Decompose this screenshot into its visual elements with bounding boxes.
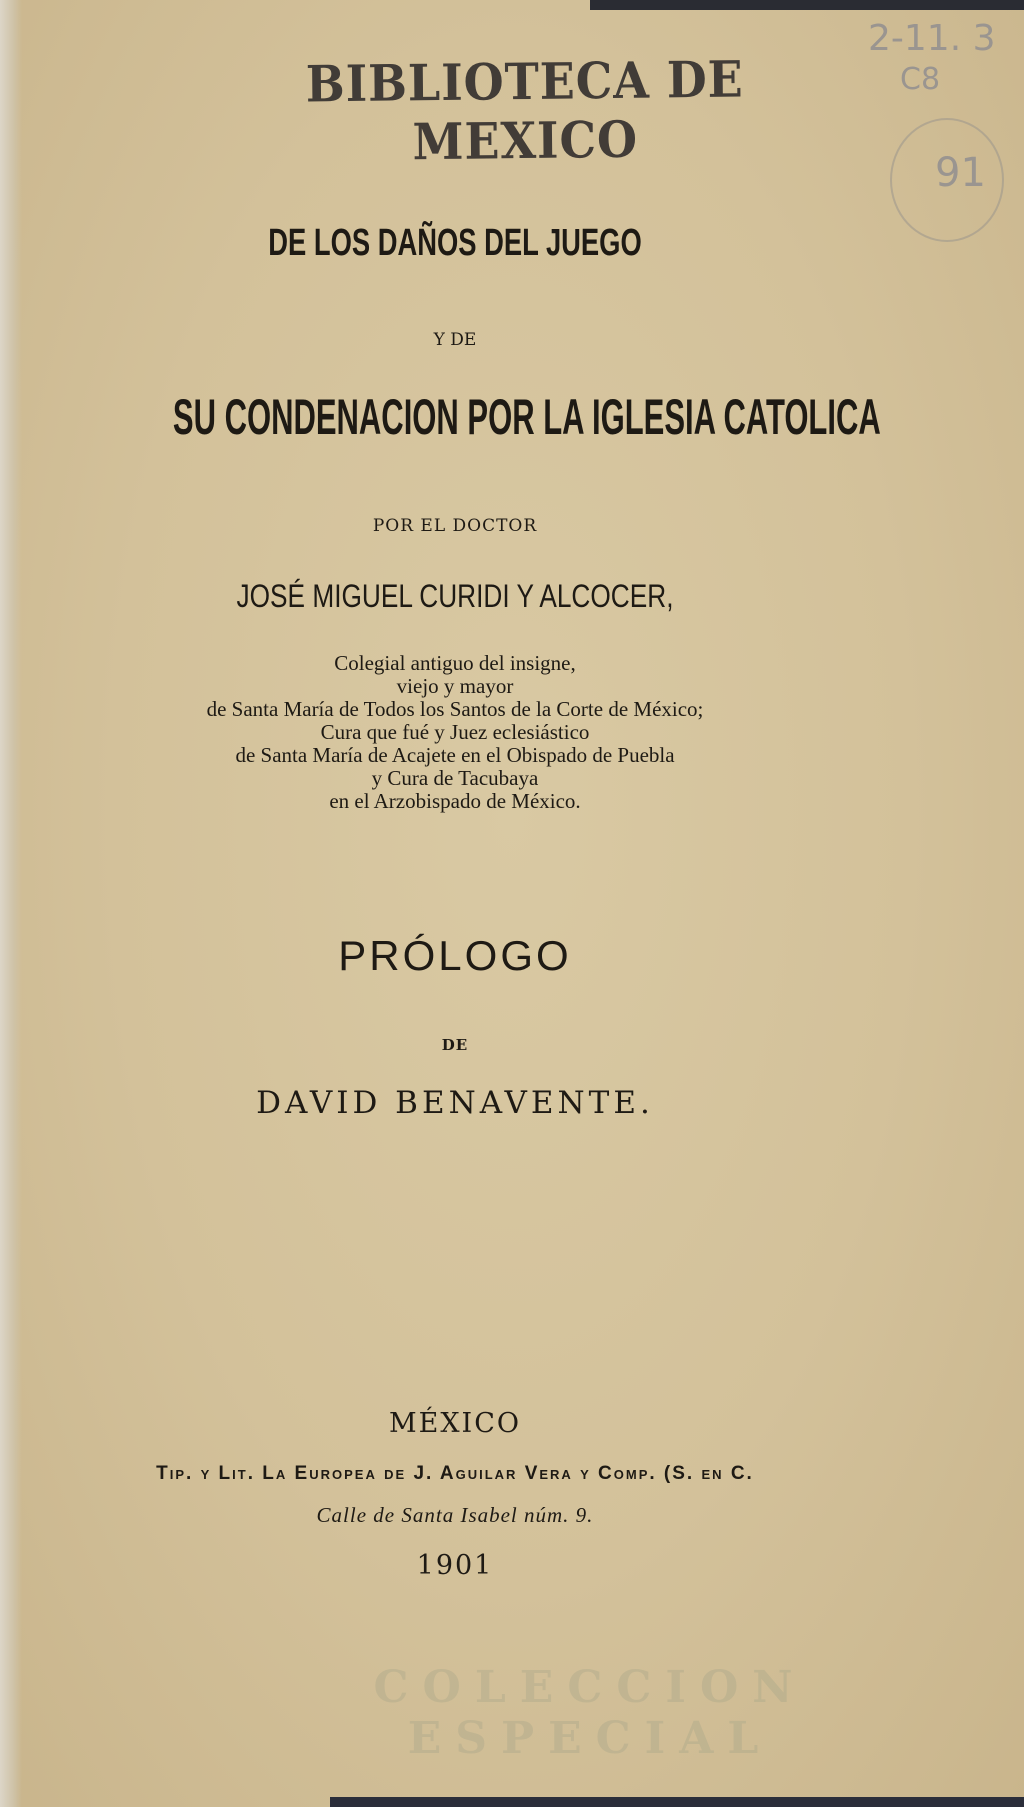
author-name: JOSÉ MIGUEL CURIDI Y ALCOCER, — [236, 578, 674, 614]
page-edge-left — [0, 0, 22, 1807]
background-strip-top — [590, 0, 1024, 10]
author-description-line: Cura que fué y Juez eclesiástico — [320, 720, 590, 744]
imprint-year: 1901 — [416, 1550, 494, 1581]
title-line-2: SU CONDENACION POR LA IGLESIA CATOLICA — [172, 389, 881, 445]
pencil-circled-number: 91 — [935, 150, 986, 196]
imprint-printer: Tip. y Lit. La Europea de J. Aguilar Vera y Comp. (S. en C. — [156, 1463, 754, 1484]
title-line-1: DE LOS DAÑOS DEL JUEGO — [268, 222, 642, 264]
library-stamp: BIBLIOTECA DE MEXICO — [305, 49, 744, 172]
author-description-line: Colegial antiguo del insigne, — [334, 651, 576, 675]
imprint-address: Calle de Santa Isabel núm. 9. — [316, 1503, 594, 1527]
author-intro: POR EL DOCTOR — [372, 516, 538, 536]
prologue-heading: PRÓLOGO — [338, 932, 572, 979]
author-description-line: de Santa María de Todos los Santos de la Corte de México; — [206, 697, 704, 721]
background-strip-bottom — [330, 1797, 1024, 1807]
imprint-city: MÉXICO — [388, 1408, 522, 1439]
author-description-line: y Cura de Tacubaya — [371, 766, 539, 790]
prologue-by: DE — [441, 1036, 469, 1054]
title-connector: Y DE — [433, 330, 477, 350]
pencil-subnote: C8 — [900, 62, 941, 97]
prologue-author: DAVID BENAVENTE. — [256, 1085, 654, 1121]
faded-collection-stamp: COLECCION ESPECIAL — [373, 1662, 807, 1764]
author-description-line: en el Arzobispado de México. — [329, 789, 581, 813]
pencil-shelfmark: 2-11. 3 — [868, 18, 996, 59]
author-description-line: de Santa María de Acajete en el Obispado de Puebla — [235, 743, 675, 767]
author-description-line: viejo y mayor — [396, 674, 514, 698]
